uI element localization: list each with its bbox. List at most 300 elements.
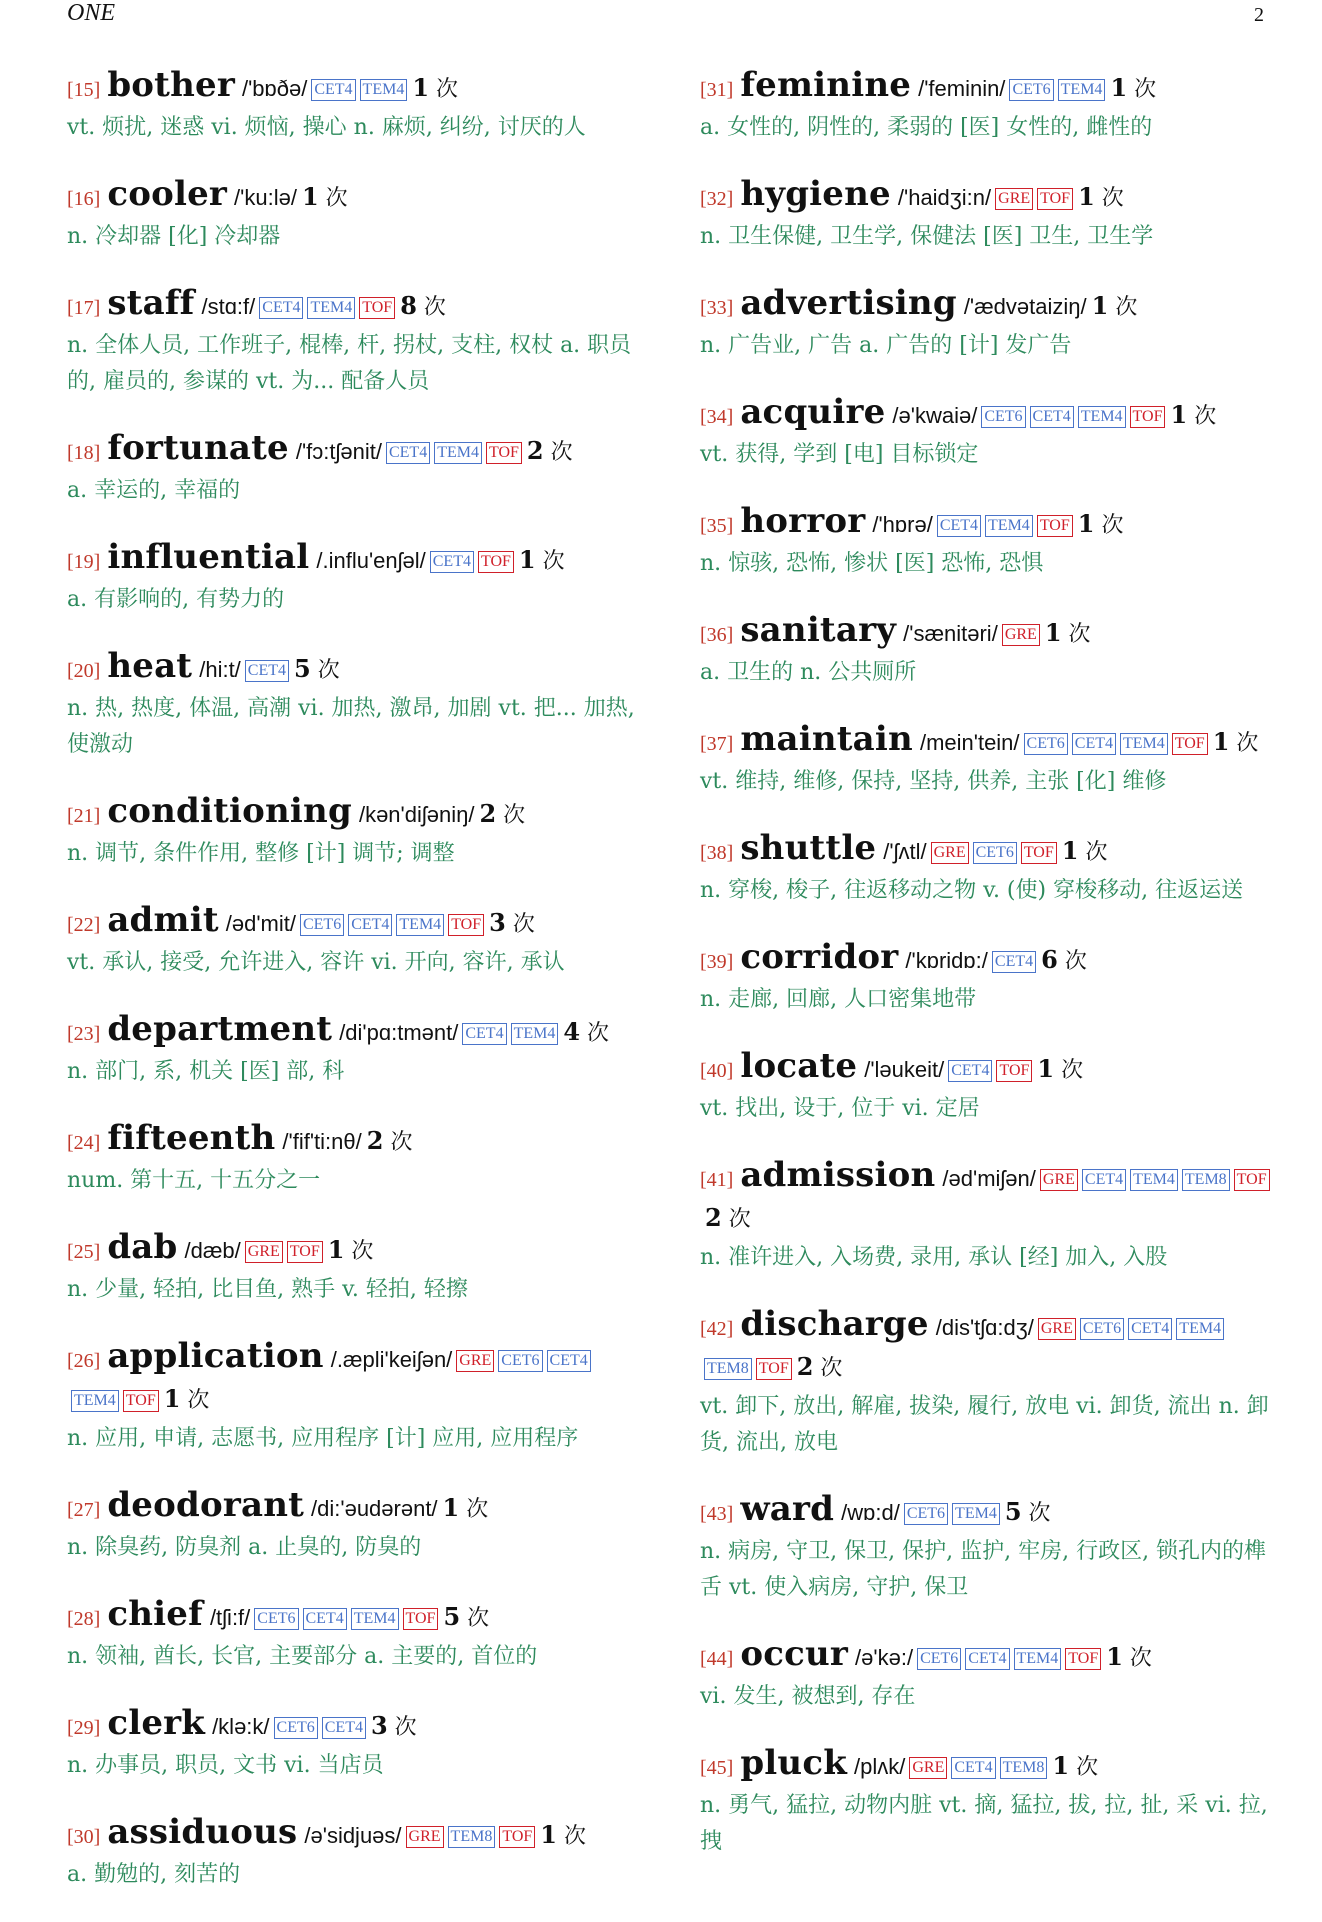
exam-tag: TOF <box>486 442 522 464</box>
entry-word: staff <box>107 283 195 323</box>
frequency-unit: 次 <box>542 549 565 574</box>
entry-index: [23] <box>67 1023 101 1045</box>
entry-word: application <box>107 1336 324 1376</box>
entry-headline <box>67 429 642 472</box>
entry-frequency <box>1004 1497 1051 1526</box>
frequency-unit: 次 <box>503 803 526 828</box>
frequency-number: 1 <box>1110 73 1128 102</box>
entry-phonetic: /dis'tʃɑ:dʒ/ <box>935 1315 1034 1340</box>
vocab-entry <box>700 502 1272 582</box>
vocab-entry <box>700 829 1272 909</box>
entry-frequency <box>489 908 535 937</box>
entry-headline <box>700 829 1272 872</box>
entry-word: bother <box>107 65 235 105</box>
exam-tag: TEM4 <box>1130 1169 1178 1191</box>
entry-definition: vi. 发生, 被想到, 存在 <box>700 1684 916 1709</box>
exam-tag: CET4 <box>1082 1169 1126 1191</box>
entry-definition: vt. 维持, 维修, 保持, 坚持, 供养, 主张 [化] 维修 <box>700 769 1167 794</box>
exam-tag: CET6 <box>254 1608 298 1630</box>
exam-tag: TOF <box>448 914 484 936</box>
vocab-entry <box>67 901 642 981</box>
entry-phonetic: /əd'miʃən/ <box>942 1166 1036 1191</box>
exam-tag: CET4 <box>311 79 355 101</box>
frequency-number: 5 <box>1004 1497 1022 1526</box>
entry-word: feminine <box>740 65 912 105</box>
vocab-entry <box>67 1228 642 1308</box>
frequency-unit: 次 <box>1115 295 1138 320</box>
entry-headline <box>67 1704 642 1747</box>
entry-definition: n. 冷却器 [化] 冷却器 <box>67 224 281 249</box>
frequency-unit: 次 <box>1101 186 1124 211</box>
entry-headline <box>67 1119 642 1162</box>
vocab-entry <box>67 429 642 509</box>
entry-definition: n. 除臭药, 防臭剂 a. 止臭的, 防臭的 <box>67 1535 422 1560</box>
exam-tag: CET6 <box>300 914 344 936</box>
frequency-unit: 次 <box>466 1497 489 1522</box>
entry-index: [35] <box>700 515 734 537</box>
entry-frequency <box>1212 727 1259 756</box>
entry-definition: n. 应用, 申请, 志愿书, 应用程序 [计] 应用, 应用程序 <box>67 1426 579 1451</box>
frequency-unit: 次 <box>1134 77 1157 102</box>
vocab-entry <box>700 284 1272 364</box>
exam-tag: GRE <box>456 1350 494 1372</box>
entry-frequency <box>479 799 526 828</box>
exam-tag: TOF <box>1021 842 1057 864</box>
entry-frequency <box>366 1126 413 1155</box>
exam-tag: TEM4 <box>1014 1648 1062 1670</box>
entry-definition: n. 惊骇, 恐怖, 惨状 [医] 恐怖, 恐惧 <box>700 551 1044 576</box>
exam-tag: CET6 <box>498 1350 542 1372</box>
vocab-entry <box>700 1305 1272 1461</box>
frequency-number: 1 <box>1212 727 1230 756</box>
entry-headline <box>67 1010 642 1053</box>
vocab-entry <box>67 1337 642 1457</box>
frequency-unit: 次 <box>1236 731 1259 756</box>
vocab-entry <box>67 1813 642 1893</box>
entry-index: [19] <box>67 551 101 573</box>
frequency-unit: 次 <box>563 1824 586 1849</box>
exam-tag: CET4 <box>951 1757 995 1779</box>
entry-index: [28] <box>67 1608 101 1630</box>
exam-tag: TEM4 <box>351 1608 399 1630</box>
frequency-unit: 次 <box>390 1130 413 1155</box>
frequency-number: 1 <box>518 545 536 574</box>
exam-tag: CET4 <box>322 1717 366 1739</box>
exam-tag: CET4 <box>430 551 474 573</box>
entry-headline <box>700 1156 1272 1239</box>
entry-definition: n. 领袖, 酋长, 长官, 主要部分 a. 主要的, 首位的 <box>67 1644 538 1669</box>
entry-phonetic: /'bɒðə/ <box>241 76 308 101</box>
entry-phonetic: /'ləukeit/ <box>864 1057 945 1082</box>
entry-index: [37] <box>700 733 734 755</box>
entry-frequency <box>518 545 565 574</box>
frequency-unit: 次 <box>325 186 348 211</box>
exam-tag: GRE <box>406 1826 444 1848</box>
entry-headline <box>67 1595 642 1638</box>
entry-definition: vt. 获得, 学到 [电] 目标锁定 <box>700 442 979 467</box>
entry-definition: n. 部门, 系, 机关 [医] 部, 科 <box>67 1059 345 1084</box>
entry-frequency <box>1091 291 1138 320</box>
entry-definition: vt. 卸下, 放出, 解雇, 拔染, 履行, 放电 vi. 卸货, 流出 n. 卸货, 流出, 放电 <box>700 1394 1269 1455</box>
entry-definition: a. 卫生的 n. 公共厕所 <box>700 660 917 685</box>
vocab-entry <box>700 1744 1272 1860</box>
entry-definition: n. 全体人员, 工作班子, 棍棒, 杆, 拐杖, 支柱, 权杖 a. 职员的, 雇员的, 参谋的 vt. 为... 配备人员 <box>67 333 632 394</box>
frequency-unit: 次 <box>820 1356 843 1381</box>
entry-word: sanitary <box>740 610 897 650</box>
vocab-entry <box>700 1047 1272 1127</box>
vocab-entry <box>700 393 1272 473</box>
entry-phonetic: /dæb/ <box>184 1238 241 1263</box>
exam-tag: TOF <box>1037 188 1073 210</box>
entry-headline <box>67 901 642 944</box>
entry-headline <box>700 1047 1272 1090</box>
entry-definition: n. 走廊, 回廊, 人口密集地带 <box>700 987 977 1012</box>
entry-definition: a. 勤勉的, 刻苦的 <box>67 1862 241 1887</box>
exam-tag: TEM4 <box>307 297 355 319</box>
frequency-number: 1 <box>327 1235 345 1264</box>
vocab-entry <box>67 1704 642 1784</box>
vocab-entry <box>700 938 1272 1018</box>
exam-tag: TOF <box>1234 1169 1270 1191</box>
entry-frequency <box>412 73 459 102</box>
frequency-unit: 次 <box>550 440 573 465</box>
entry-definition: num. 第十五, 十五分之一 <box>67 1168 321 1193</box>
entry-definition: n. 办事员, 职员, 文书 vi. 当店员 <box>67 1753 384 1778</box>
entry-index: [44] <box>700 1648 734 1670</box>
entry-headline <box>67 1486 642 1529</box>
exam-tag: TOF <box>403 1608 439 1630</box>
entry-phonetic: /di:'əudərənt/ <box>311 1496 438 1521</box>
entry-frequency <box>1044 618 1091 647</box>
entry-frequency <box>563 1017 610 1046</box>
frequency-number: 3 <box>489 908 506 937</box>
entry-phonetic: /wɒ:d/ <box>841 1500 900 1525</box>
entry-definition: n. 少量, 轻拍, 比目鱼, 熟手 v. 轻拍, 轻擦 <box>67 1277 468 1302</box>
entry-definition: n. 调节, 条件作用, 整修 [计] 调节; 调整 <box>67 841 455 866</box>
entry-index: [24] <box>67 1132 101 1154</box>
entry-phonetic: /ə'kə:/ <box>855 1645 914 1670</box>
exam-tag: TEM4 <box>1120 733 1168 755</box>
exam-tag: GRE <box>909 1757 947 1779</box>
entry-frequency <box>1052 1751 1099 1780</box>
entry-headline <box>67 66 642 109</box>
frequency-unit: 次 <box>467 1606 490 1631</box>
entry-index: [38] <box>700 842 734 864</box>
entry-frequency <box>526 436 573 465</box>
frequency-unit: 次 <box>1101 513 1124 538</box>
entry-index: [39] <box>700 951 734 973</box>
entry-definition: a. 女性的, 阴性的, 柔弱的 [医] 女性的, 雌性的 <box>700 115 1153 140</box>
entry-phonetic: /əd'mit/ <box>225 911 296 936</box>
entry-phonetic: /'feminin/ <box>918 76 1006 101</box>
exam-tag: TEM8 <box>1000 1757 1048 1779</box>
entry-index: [16] <box>67 188 101 210</box>
entry-phonetic: /'kɒridɒ:/ <box>905 948 988 973</box>
entry-index: [30] <box>67 1826 101 1848</box>
entry-frequency <box>442 1493 489 1522</box>
entry-index: [43] <box>700 1503 734 1525</box>
exam-tag: GRE <box>1038 1318 1076 1340</box>
entry-word: maintain <box>740 719 913 759</box>
vocab-entry <box>700 66 1272 146</box>
entry-headline <box>700 175 1272 218</box>
exam-tag: TEM4 <box>71 1390 119 1412</box>
entry-word: admit <box>107 900 219 940</box>
entry-index: [31] <box>700 79 734 101</box>
frequency-number: 1 <box>540 1820 557 1849</box>
exam-tag: TEM4 <box>1176 1318 1224 1340</box>
entry-headline <box>67 538 642 581</box>
exam-tag: CET4 <box>1030 406 1074 428</box>
vocab-entry <box>700 611 1272 691</box>
entry-definition: n. 勇气, 猛拉, 动物内脏 vt. 摘, 猛拉, 拔, 拉, 扯, 采 vi. 拉, 拽 <box>700 1793 1268 1854</box>
frequency-unit: 次 <box>1194 404 1217 429</box>
entry-headline <box>67 1228 642 1271</box>
entry-definition: vt. 承认, 接受, 允许进入, 容许 vi. 开向, 容许, 承认 <box>67 950 565 975</box>
page-number: 2 <box>1254 4 1264 26</box>
entry-frequency <box>796 1352 843 1381</box>
exam-tag: CET4 <box>1128 1318 1172 1340</box>
exam-tag: CET6 <box>274 1717 318 1739</box>
frequency-number: 8 <box>400 291 417 320</box>
frequency-unit: 次 <box>351 1239 374 1264</box>
entry-word: shuttle <box>740 828 877 868</box>
entry-headline <box>700 502 1272 545</box>
exam-tag: TEM4 <box>952 1503 1000 1525</box>
exam-tag: TEM8 <box>704 1358 752 1380</box>
frequency-number: 4 <box>563 1017 581 1046</box>
exam-tag: CET6 <box>1080 1318 1124 1340</box>
exam-tag: CET6 <box>904 1503 948 1525</box>
exam-tag: TEM4 <box>396 914 444 936</box>
exam-tag: TEM4 <box>985 515 1033 537</box>
entry-phonetic: /'ku:lə/ <box>234 185 297 210</box>
frequency-unit: 次 <box>1064 949 1087 974</box>
exam-tag: CET4 <box>303 1608 347 1630</box>
entry-word: pluck <box>740 1743 847 1783</box>
frequency-number: 1 <box>1078 182 1095 211</box>
entry-phonetic: /.influ'enʃəl/ <box>316 548 426 573</box>
entry-headline <box>67 792 642 835</box>
entry-phonetic: /ə'sidjuəs/ <box>304 1823 402 1848</box>
exam-tag: TEM4 <box>434 442 482 464</box>
frequency-number: 2 <box>366 1126 384 1155</box>
entry-frequency <box>1041 945 1087 974</box>
exam-tag: CET6 <box>1024 733 1068 755</box>
entry-phonetic: /stɑ:f/ <box>201 294 256 319</box>
left-column <box>67 66 642 1922</box>
frequency-unit: 次 <box>1068 622 1091 647</box>
entry-phonetic: /'ʃʌtl/ <box>883 839 927 864</box>
entry-headline <box>700 720 1272 763</box>
frequency-unit: 次 <box>1129 1646 1152 1671</box>
entry-headline <box>67 1337 642 1420</box>
entry-phonetic: /'sænitəri/ <box>903 621 998 646</box>
exam-tag: CET4 <box>462 1023 506 1045</box>
entry-word: occur <box>740 1634 849 1674</box>
entry-word: heat <box>107 646 193 686</box>
exam-tag: GRE <box>931 842 969 864</box>
entry-phonetic: /'hɒrə/ <box>872 512 933 537</box>
entry-word: fortunate <box>107 428 289 468</box>
running-head: ONE <box>67 0 115 26</box>
entry-frequency <box>1037 1054 1084 1083</box>
entry-headline <box>700 284 1272 327</box>
entry-headline <box>700 1305 1272 1388</box>
exam-tag: CET4 <box>992 951 1036 973</box>
exam-tag: TOF <box>478 551 514 573</box>
frequency-number: 1 <box>412 73 430 102</box>
frequency-unit: 次 <box>436 77 459 102</box>
vocab-entry <box>67 1119 642 1199</box>
entry-frequency <box>370 1711 417 1740</box>
exam-tag: CET4 <box>1072 733 1116 755</box>
entry-word: assiduous <box>107 1812 298 1852</box>
exam-tag: TEM4 <box>511 1023 559 1045</box>
frequency-number: 2 <box>479 799 497 828</box>
vocab-entry <box>67 1010 642 1090</box>
entry-word: conditioning <box>107 791 352 831</box>
exam-tag: CET4 <box>547 1350 591 1372</box>
exam-tag: TEM8 <box>448 1826 496 1848</box>
frequency-number: 1 <box>1061 836 1079 865</box>
exam-tag: GRE <box>245 1241 283 1263</box>
exam-tag: CET4 <box>348 914 392 936</box>
entry-phonetic: /ə'kwaiə/ <box>892 403 978 428</box>
exam-tag: TOF <box>499 1826 535 1848</box>
entry-index: [29] <box>67 1717 101 1739</box>
frequency-number: 2 <box>705 1203 722 1232</box>
frequency-number: 2 <box>796 1352 814 1381</box>
vocab-entry <box>67 647 642 763</box>
frequency-number: 5 <box>294 654 311 683</box>
exam-tag: TOF <box>287 1241 323 1263</box>
entry-headline <box>700 1635 1272 1678</box>
entry-word: acquire <box>740 392 886 432</box>
entry-word: advertising <box>740 283 957 323</box>
entry-phonetic: /.æpli'keiʃən/ <box>330 1347 453 1372</box>
entry-phonetic: /hi:t/ <box>199 657 241 682</box>
entry-index: [41] <box>700 1169 734 1191</box>
entry-phonetic: /'fif'ti:nθ/ <box>282 1129 362 1154</box>
entry-word: admission <box>740 1155 936 1195</box>
vocab-entry <box>67 66 642 146</box>
entry-frequency <box>540 1820 586 1849</box>
entry-word: discharge <box>740 1304 929 1344</box>
frequency-number: 1 <box>301 182 319 211</box>
entry-word: locate <box>740 1046 858 1086</box>
entry-phonetic: /kən'diʃəniŋ/ <box>358 802 475 827</box>
vocab-entry <box>67 1595 642 1675</box>
exam-tag: CET4 <box>948 1060 992 1082</box>
frequency-number: 1 <box>1052 1751 1070 1780</box>
frequency-number: 1 <box>1037 1054 1055 1083</box>
entry-phonetic: /tʃi:f/ <box>209 1605 251 1630</box>
exam-tag: CET4 <box>937 515 981 537</box>
vocab-entry <box>700 720 1272 800</box>
frequency-number: 3 <box>370 1711 388 1740</box>
exam-tag: CET6 <box>981 406 1025 428</box>
frequency-unit: 次 <box>1061 1058 1084 1083</box>
frequency-number: 1 <box>163 1384 181 1413</box>
frequency-unit: 次 <box>728 1207 751 1232</box>
entry-index: [26] <box>67 1350 101 1372</box>
entry-phonetic: /mein'tein/ <box>919 730 1020 755</box>
entry-definition: n. 穿梭, 梭子, 往返移动之物 v. (使) 穿梭移动, 往返运送 <box>700 878 1244 903</box>
entry-word: dab <box>107 1227 178 1267</box>
exam-tag: CET4 <box>965 1648 1009 1670</box>
entry-frequency <box>1106 1642 1152 1671</box>
vocab-entry <box>700 175 1272 255</box>
frequency-number: 6 <box>1041 945 1058 974</box>
entry-frequency <box>400 291 446 320</box>
exam-tag: CET4 <box>259 297 303 319</box>
frequency-unit: 次 <box>317 658 340 683</box>
exam-tag: TOF <box>996 1060 1032 1082</box>
entry-headline <box>700 1490 1272 1533</box>
entry-frequency <box>1078 182 1124 211</box>
exam-tag: CET6 <box>1009 79 1053 101</box>
frequency-unit: 次 <box>1076 1755 1099 1780</box>
frequency-number: 1 <box>1044 618 1062 647</box>
vocab-entry <box>700 1635 1272 1715</box>
entry-definition: n. 准许进入, 入场费, 录用, 承认 [经] 加入, 入股 <box>700 1245 1168 1270</box>
entry-headline <box>67 647 642 690</box>
entry-index: [17] <box>67 297 101 319</box>
entry-frequency <box>294 654 340 683</box>
vocab-entry <box>67 538 642 618</box>
exam-tag: TOF <box>756 1358 792 1380</box>
entry-definition: n. 广告业, 广告 a. 广告的 [计] 发广告 <box>700 333 1072 358</box>
entry-word: horror <box>740 501 866 541</box>
entry-index: [34] <box>700 406 734 428</box>
entry-headline <box>67 175 642 218</box>
exam-tag: TEM8 <box>1182 1169 1230 1191</box>
vocab-entry <box>67 284 642 400</box>
exam-tag: TOF <box>1065 1648 1101 1670</box>
exam-tag: GRE <box>995 188 1033 210</box>
entry-phonetic: /di'pɑ:tmənt/ <box>339 1020 459 1045</box>
entry-index: [32] <box>700 188 734 210</box>
entry-word: influential <box>107 537 310 577</box>
right-column <box>700 66 1272 1889</box>
frequency-number: 2 <box>526 436 544 465</box>
entry-word: chief <box>107 1594 203 1634</box>
exam-tag: GRE <box>1040 1169 1078 1191</box>
frequency-unit: 次 <box>587 1021 610 1046</box>
entry-index: [42] <box>700 1318 734 1340</box>
entry-word: hygiene <box>740 174 891 214</box>
entry-definition: a. 有影响的, 有势力的 <box>67 587 285 612</box>
entry-index: [33] <box>700 297 734 319</box>
entry-definition: a. 幸运的, 幸福的 <box>67 478 241 503</box>
entry-frequency <box>705 1203 751 1232</box>
entry-phonetic: /'fɔ:tʃənit/ <box>295 439 382 464</box>
exam-tag: TEM4 <box>360 79 408 101</box>
entry-headline <box>700 66 1272 109</box>
frequency-unit: 次 <box>187 1388 210 1413</box>
entry-headline <box>67 1813 642 1856</box>
exam-tag: TOF <box>1037 515 1073 537</box>
entry-headline <box>700 393 1272 436</box>
entry-index: [36] <box>700 624 734 646</box>
frequency-number: 1 <box>1170 400 1188 429</box>
entry-word: deodorant <box>107 1485 305 1525</box>
entry-frequency <box>163 1384 210 1413</box>
entry-index: [40] <box>700 1060 734 1082</box>
entry-word: clerk <box>107 1703 206 1743</box>
entry-index: [18] <box>67 442 101 464</box>
